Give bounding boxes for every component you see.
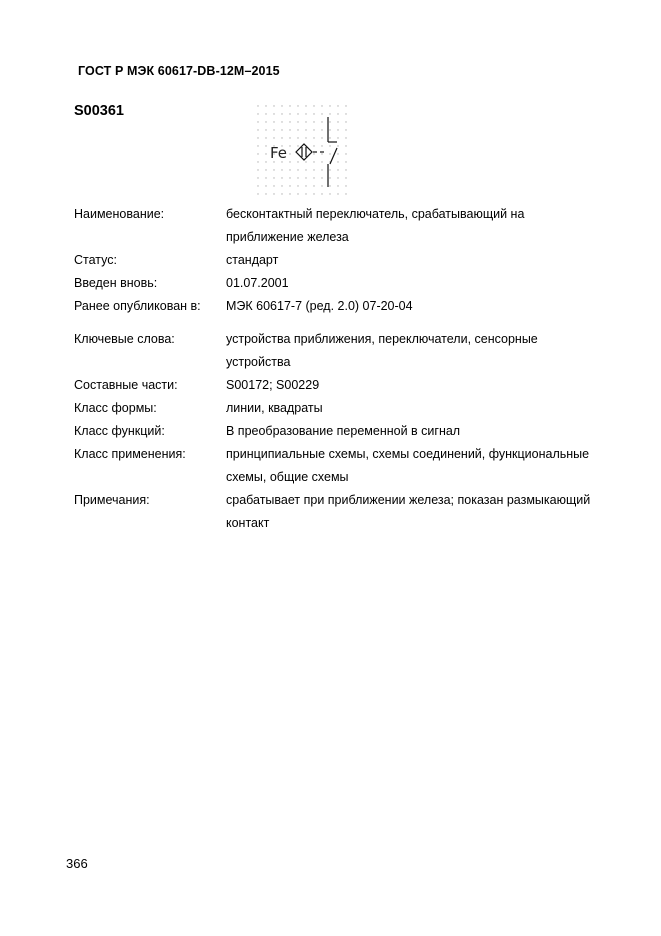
field-label: Класс формы: <box>74 401 157 415</box>
field-value: стандарт <box>226 253 279 267</box>
page-number: 366 <box>66 856 88 871</box>
sensor-symbol <box>296 117 337 187</box>
field-row-keywords <box>74 328 594 374</box>
field-value: срабатывает при приближении железа; показан размыкающий контакт <box>226 493 591 530</box>
field-row-notes <box>74 489 594 535</box>
field-label: Класс применения: <box>74 447 186 461</box>
document-header: ГОСТ Р МЭК 60617-DB-12M–2015 <box>78 64 280 78</box>
field-row-published <box>74 295 594 318</box>
field-row-application-class <box>74 443 594 489</box>
field-value: бесконтактный переключатель, срабатывающий на приближение железа <box>226 207 525 244</box>
field-label: Ключевые слова: <box>74 332 175 346</box>
field-label: Наименование: <box>74 207 165 221</box>
field-value: принципиальные схемы, схемы соединений, функциональные схемы, общие схемы <box>226 447 590 484</box>
field-value: S00172; S00229 <box>226 378 320 392</box>
symbol-code: S00361 <box>74 103 124 119</box>
field-label: Примечания: <box>74 493 150 507</box>
field-label: Ранее опубликован в: <box>74 299 201 313</box>
field-row-name <box>74 203 594 249</box>
field-label: Составные части: <box>74 378 178 392</box>
field-label: Введен вновь: <box>74 276 158 290</box>
field-row-function-class <box>74 420 594 443</box>
proximity-switch-symbol <box>254 102 354 202</box>
field-value: МЭК 60617-7 (ред. 2.0) 07-20-04 <box>226 299 413 313</box>
field-value: устройства приближения, переключатели, сенсорные устройства <box>226 332 538 369</box>
field-row-components <box>74 374 594 397</box>
field-value: B преобразование переменной в сигнал <box>226 424 461 438</box>
field-label: Статус: <box>74 253 117 267</box>
field-row-shape-class <box>74 397 594 420</box>
field-row-status <box>74 249 594 272</box>
field-value: 01.07.2001 <box>226 276 289 290</box>
field-label: Класс функций: <box>74 424 165 438</box>
fe-label: Fe <box>270 144 288 162</box>
field-value: линии, квадраты <box>226 401 323 415</box>
field-list <box>74 203 594 535</box>
field-row-introduced <box>74 272 594 295</box>
